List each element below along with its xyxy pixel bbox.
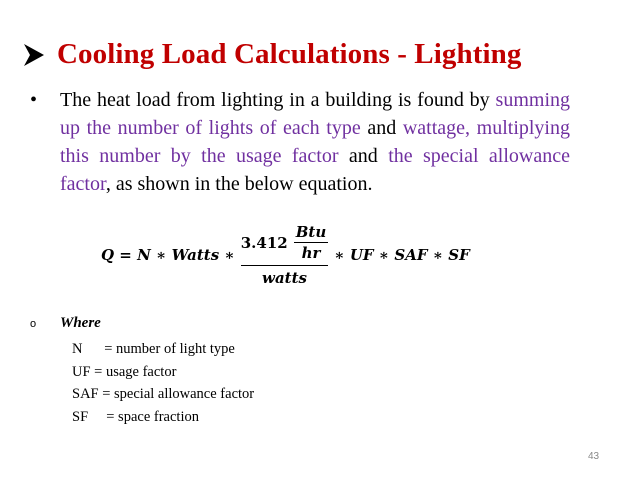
unit-fraction [294,223,329,262]
equation [101,223,470,287]
bullet-dot-icon: • [30,89,38,111]
slide-title: Cooling Load Calculations - Lighting [57,38,522,70]
fraction-denominator: watts [241,265,329,287]
paragraph-segment: , as shown in the below equation. [105,173,373,195]
equation-fraction [241,223,329,287]
paragraph-segment: and [360,117,403,139]
arrow-bullet-icon [21,42,47,68]
paragraph-text [60,86,570,198]
definition-list [72,338,254,428]
equation-rhs: ∗ UF ∗ SAF ∗ SF [334,246,470,264]
equation-lhs: Q = N ∗ Watts ∗ [101,246,235,264]
unit-denominator: hr [301,244,321,262]
paragraph-segment-highlight: wattage, multiplying this number by the usage factor [60,117,570,167]
definition-sf: SF = space fraction [72,408,199,425]
where-label: Where [60,315,101,331]
paragraph-segment: The heat load from lighting in a building is found by [60,89,496,111]
bullet-paragraph [30,86,570,198]
page-number: 43 [588,451,600,462]
unit-numerator: Btu [295,223,327,241]
paragraph-segment-highlight: the special allowance factor [60,145,570,195]
definition-saf: SAF = special allowance factor [72,386,255,402]
fraction-numerator [241,223,329,265]
circle-bullet-icon: o [30,317,37,330]
where-row [30,315,101,332]
paragraph-segment: and [338,145,389,167]
paragraph-segment-highlight: summing up the number of lights of each type [60,89,570,139]
title-row [21,38,521,71]
definition-n: N = number of light type [72,341,235,357]
definition-uf: UF = usage factor [72,363,177,380]
fraction-number: 3.412 [240,233,288,252]
